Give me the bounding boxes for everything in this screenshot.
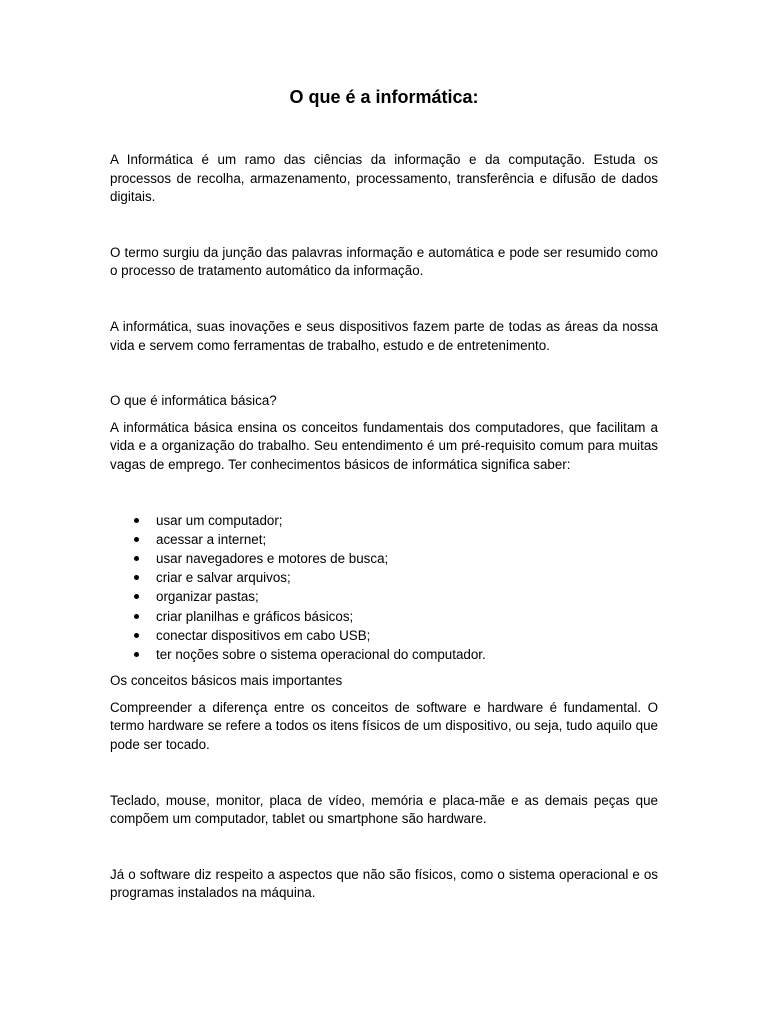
paragraph-software-definition: Já o software diz respeito a aspectos que não são físicos, como o sistema operacional e os programas instalados na máquina. (110, 866, 658, 901)
list-item: usar navegadores e motores de busca; (156, 549, 658, 568)
skills-list (110, 511, 658, 665)
paragraph-hardware-definition: Compreender a diferença entre os conceitos de software e hardware é fundamental. O termo hardware se refere a todos os itens físicos de um dispositivo, ou seja, tudo aquilo que pode ser tocado. (110, 699, 658, 752)
paragraph-definition: A Informática é um ramo das ciências da informação e da computação. Estuda os processos de recolha, armazenamento, processamento, transferência e difusão de dados digitais. (110, 152, 658, 205)
list-item: usar um computador; (156, 511, 658, 530)
document-title: O que é a informática: (289, 87, 479, 107)
section-heading-basic: O que é informática básica? (110, 393, 277, 409)
list-item: criar planilhas e gráficos básicos; (156, 607, 658, 626)
paragraph-innovations: A informática, suas inovações e seus dispositivos fazem parte de todas as áreas da nossa vida e servem como ferramentas de trabalho, estudo e de entretenimento. (110, 318, 658, 353)
list-item: conectar dispositivos em cabo USB; (156, 626, 658, 645)
list-item: ter noções sobre o sistema operacional do computador. (156, 645, 658, 664)
paragraph-hardware-examples: Teclado, mouse, monitor, placa de vídeo, memória e placa-mãe e as demais peças que compõem um computador, tablet ou smartphone são hardware. (110, 792, 658, 827)
list-item: organizar pastas; (156, 587, 658, 606)
paragraph-basic-intro: A informática básica ensina os conceitos fundamentais dos computadores, que facilitam a vida e a organização do trabalho. Seu entendimento é um pré-requisito comum para muitas vagas de emprego. Ter conhecimentos básicos de informática significa saber: (110, 419, 658, 472)
section-heading-concepts: Os conceitos básicos mais importantes (110, 673, 343, 689)
paragraph-term-origin: O termo surgiu da junção das palavras informação e automática e pode ser resumido como o processo de tratamento automático da informação. (110, 244, 658, 279)
list-item: acessar a internet; (156, 530, 658, 549)
list-item: criar e salvar arquivos; (156, 568, 658, 587)
